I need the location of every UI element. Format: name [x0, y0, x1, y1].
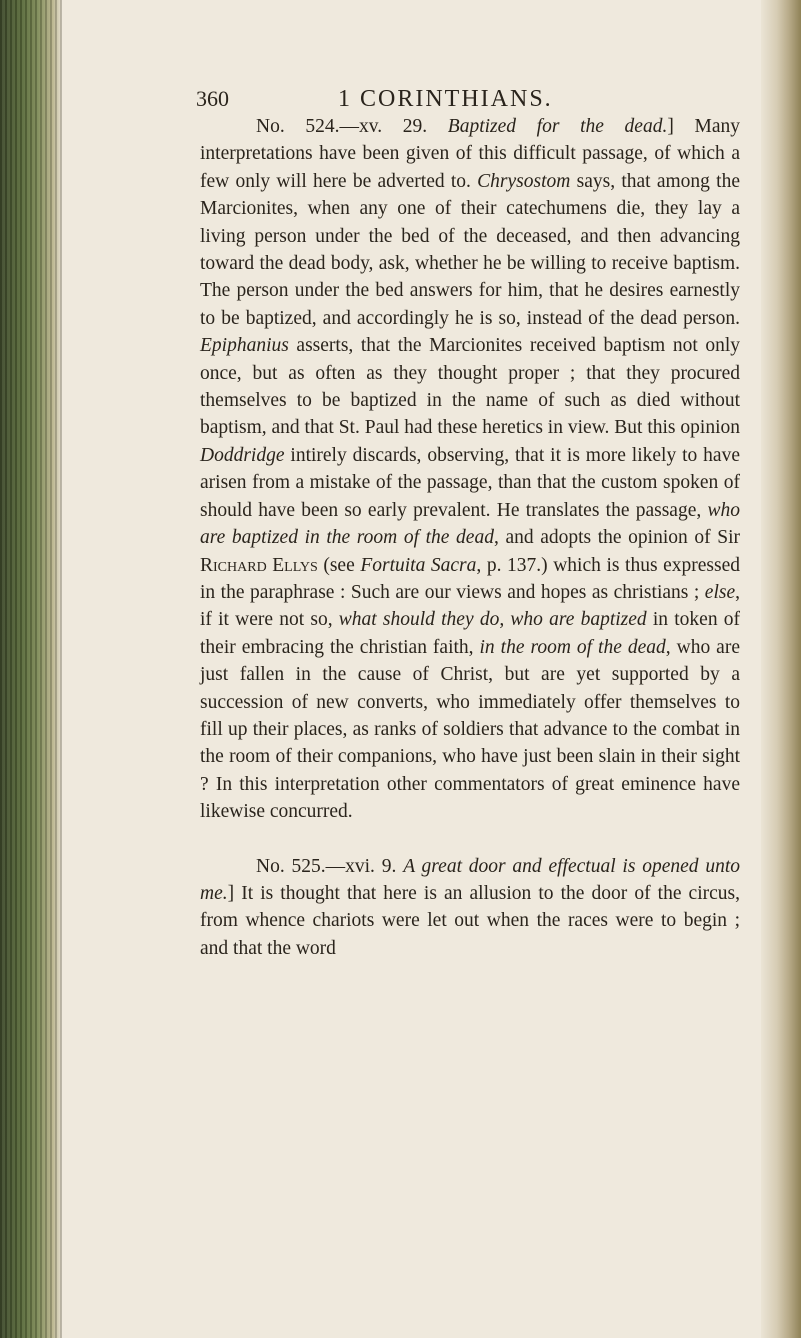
- page-edge-right: [761, 0, 801, 1338]
- note-525-reference: —xvi. 9.: [325, 855, 397, 877]
- name-chrysostom: Chrysostom: [477, 170, 571, 192]
- note-524-text: , p. 137.) which is thus expressed in the paraphrase : Such are our views and hopes as christians ;: [200, 554, 740, 603]
- name-richard-ellys: Richard Ellys: [200, 554, 318, 576]
- note-524-reference: —xv. 29.: [339, 116, 428, 137]
- note-524-text: says, that among the Marcionites, when any one of their catechumens die, they lay a living person under the bed of the deceased, and then advancing toward the dead body, ask, whether he be willing to receive baptism. The person under the bed answers for him, that he desires earnestly to be baptized, and accordingly he is so, instead of the dead person.: [200, 170, 740, 329]
- phrase-in-the-room: in the room of the dead: [479, 636, 666, 658]
- note-524-text: in token of their embracing the christian faith,: [200, 609, 741, 658]
- title-fortuita-sacra: Fortuita Sacra: [360, 554, 477, 576]
- running-head: 1 CORINTHIANS.: [338, 86, 553, 112]
- name-epiphanius: Epiphanius: [200, 335, 289, 357]
- note-524-text: , and adopts the opinion of Sir: [493, 527, 740, 549]
- note-524-number: No. 524.: [256, 116, 340, 137]
- note-525-text: It is thought that here is an allusion to the door of the circus, from whence chariots were let out when the races were to begin ; and that the word: [200, 882, 740, 959]
- page-number: 360: [196, 86, 229, 111]
- note-525-number: No. 525.: [256, 855, 326, 877]
- translation-phrase: who are baptized in the room of the dead: [200, 499, 740, 549]
- note-524-text: (see: [317, 554, 361, 576]
- note-525-lemma: A great door and effectual is opened unto me.: [200, 855, 741, 904]
- note-525: No. 525.—xvi. 9. A great door and effectual is opened unto me.] It is thought that here is an allusion to the door of the circus, from whence chariots were let out when the races were to begin ; and that the word: [200, 855, 741, 959]
- note-524-text: , if it were not so,: [200, 581, 740, 631]
- page-body: [200, 113, 740, 962]
- note-524-lemma: Baptized for the dead.: [447, 116, 668, 137]
- note-524-text: asserts, that the Marcionites received baptism not only once, but as often as they thought proper ; that they procured themselves to be baptized in the name of such as died without baptism, and that St. Paul had these heretics in view. But this opinion: [200, 335, 740, 439]
- note-524-text: intirely discards, observing, that it is more likely to have arisen from a mistake of the passage, than that the custom spoken of should have been so early prevalent. He translates the passage,: [200, 444, 740, 521]
- word-else: else: [704, 581, 736, 603]
- book-binding-left-edge: [0, 0, 62, 1338]
- note-524-text: Many interpretations have been given of this difficult passage, of which a few only will here be adverted to.: [200, 116, 740, 192]
- name-doddridge: Doddridge: [200, 444, 285, 466]
- note-524: No. 524.—xv. 29. Baptized for the dead.] Many interpretations have been given of this difficult passage, of which a few only will here be adverted to. Chrysostom says, that among the Marcionites, when any one of their catechumens die, they lay a living person under the bed of the deceased, and then advancing toward the dead body, ask, whether he be willing to receive baptism. The person under the bed answers for him, that he desires earnestly to be baptized, and accordingly he is so, instead of the dead person. Epiphanius asserts, that the Marcionites received baptism not only once, but as often as they thought proper ; that they procured themselves to be baptized in the name of such as died without baptism, and that St. Paul had these heretics in view. But this opinion Doddridge intirely discards, observing, that it is more likely to have arisen from a mistake of the passage, than that the custom spoken of should have been so early prevalent. He translates the passage, who are baptized in the room of the dead, and adopts the opinion of Sir Richard Ellys (see Fortuita Sacra, p. 137.) which is thus expressed in the paraphrase : Such are our views and hopes as christians ; else, if it were not so, what should they do, who are baptized in token of their embracing the christian faith, in the room of the dead, who are just fallen in the cause of Christ, but are yet supported by a succession of new converts, who immediately offer themselves to fill up their places, as ranks of soldiers that advance to the combat in the room of their companions, who have just been slain in their sight ? In this interpretation other commentators of great eminence have likewise concurred.: [200, 116, 741, 823]
- phrase-what-should: what should they do, who are baptized: [338, 609, 647, 631]
- note-524-text: , who are just fallen in the cause of Christ, but are yet supported by a succession of new converts, who immediately offer themselves to fill up their places, as ranks of soldiers that advance to the combat in the room of their companions, who have just been slain in their sight ? In this interpretation other commentators of great eminence have likewise concurred.: [200, 636, 740, 823]
